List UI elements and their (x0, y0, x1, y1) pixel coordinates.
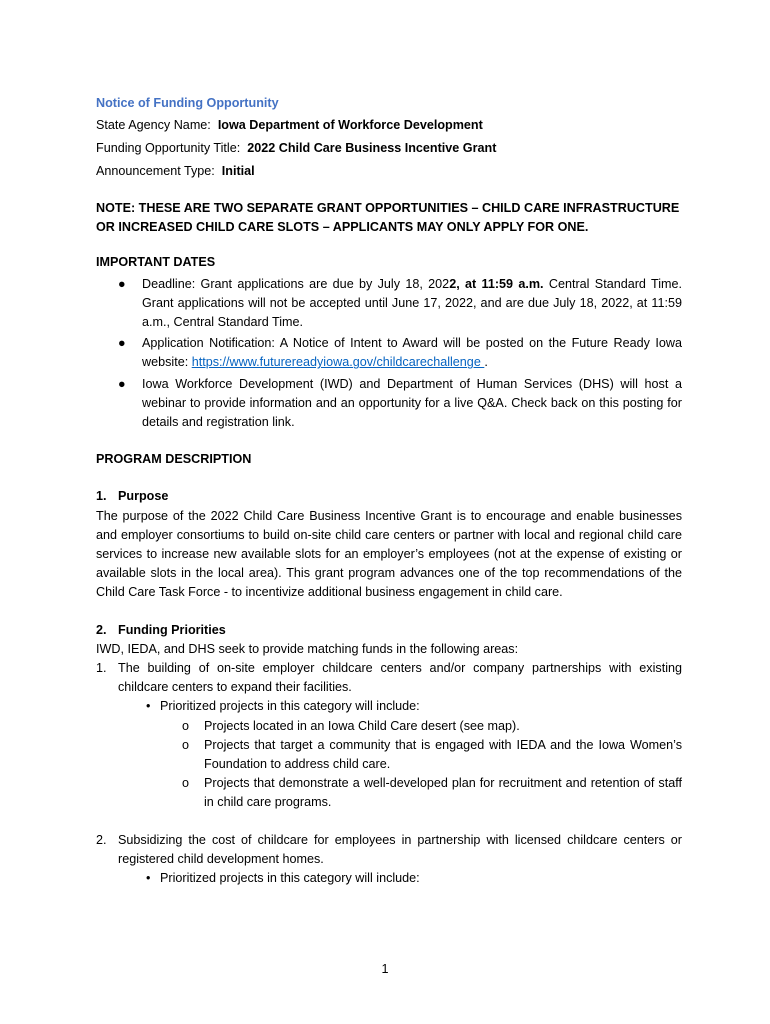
bullet-icon: • (146, 699, 151, 714)
purpose-paragraph: The purpose of the 2022 Child Care Business Incentive Grant is to encourage and enable businesses and employer consortiums to build on-site child care centers or partner with local and regional child care services to increase new available slots for an employer’s employees (not at the expense of existing or available slots in the local area). This grant program advances one of the top recommendations of the Child Care Task Force - to incentivize additional business engagement in child care. (96, 508, 682, 600)
priority-item-2-sub (96, 869, 682, 888)
priority-point-3 (96, 774, 682, 812)
purpose-heading-text: Purpose (118, 489, 169, 504)
deadline-text-b: 2, at 11:59 a.m. (449, 276, 544, 291)
priority-item-2 (96, 831, 682, 869)
deadline-text-c: Central Standard Time. Grant applications will not be accepted until June 17, 2022, and are due July 18, 2022, at 11:59 a.m., Central Standard Time. (142, 276, 683, 330)
important-dates-heading: IMPORTANT DATES (96, 255, 216, 270)
bullet-icon: ● (118, 376, 126, 391)
announcement-value: Initial (221, 163, 255, 178)
funding-title-line (96, 139, 682, 158)
deadline-item (118, 275, 683, 333)
important-dates-list (96, 275, 682, 433)
notification-period: . (484, 355, 488, 370)
priority-item-1-number: 1. (96, 661, 107, 676)
priorities-intro: IWD, IEDA, and DHS seek to provide matching funds in the following areas: (96, 641, 519, 656)
webinar-text: Iowa Workforce Development (IWD) and Department of Human Services (DHS) will host a webinar to provide information and an opportunity for a live Q&A. Check back on this posting for details and registration link. (142, 376, 682, 430)
notification-item (118, 334, 682, 372)
priority-item-2-sub-text: Prioritized projects in this category will include: (160, 871, 420, 886)
agency-label: State Agency Name: (96, 118, 211, 133)
priority-item-1-sub-text: Prioritized projects in this category will include: (160, 699, 420, 714)
funding-value: 2022 Child Care Business Incentive Grant (247, 141, 497, 155)
bullet-icon: ● (118, 276, 126, 291)
circle-bullet-icon: o (182, 737, 190, 752)
priority-item-2-number: 2. (96, 832, 107, 847)
circle-bullet-icon: o (182, 776, 190, 791)
priority-point-3-text: Projects that demonstrate a well-developed plan for recruitment and retention of staff in child care programs. (204, 776, 682, 810)
priorities-number: 2. (96, 622, 107, 637)
webinar-item (118, 375, 682, 433)
page-number: 1 (381, 962, 389, 976)
priority-item-1-sub (96, 697, 682, 716)
funding-label: Funding Opportunity Title: (96, 141, 241, 155)
page-content (96, 94, 682, 888)
future-ready-iowa-link[interactable]: https://www.futurereadyiowa.gov/childcarechallenge (191, 355, 485, 370)
purpose-heading (96, 487, 682, 506)
agency-line (96, 116, 682, 135)
announcement-line (96, 162, 682, 181)
spacer (96, 813, 682, 831)
notification-text: Application Notification: A Notice of Intent to Award will be posted on the Future Ready Iowa website: (142, 336, 682, 370)
priority-point-2-text: Projects that target a community that is engaged with IEDA and the Iowa Women’s Foundation to address child care. (204, 737, 682, 772)
priority-item-1 (96, 659, 682, 697)
priority-item-2-text: Subsidizing the cost of childcare for employees in partnership with licensed childcare centers or registered child development homes. (118, 832, 682, 866)
funding-priorities-heading (96, 621, 682, 640)
bullet-icon: ● (118, 336, 126, 351)
separate-grants-note: NOTE: THESE ARE TWO SEPARATE GRANT OPPORTUNITIES – CHILD CARE INFRASTRUCTURE OR INCREASED CHILD CARE SLOTS – APPLICANTS MAY ONLY APPLY FOR ONE. (96, 201, 680, 235)
priority-item-1-text: The building of on-site employer childcare centers and/or company partnerships with existing childcare centers to expand their facilities. (118, 661, 682, 695)
program-description-heading: PROGRAM DESCRIPTION (96, 452, 252, 467)
priority-point-1-text: Projects located in an Iowa Child Care desert (see map). (204, 718, 520, 733)
circle-bullet-icon: o (182, 718, 190, 733)
priority-point-2 (96, 736, 682, 774)
purpose-number: 1. (96, 489, 107, 504)
priority-point-1 (96, 717, 682, 736)
announcement-label: Announcement Type: (96, 163, 215, 178)
agency-value: Iowa Department of Workforce Development (217, 118, 483, 133)
priorities-heading-text: Funding Priorities (118, 622, 226, 637)
deadline-text-a: Deadline: Grant applications are due by July 18, 202 (142, 276, 450, 291)
bullet-icon: • (146, 871, 151, 886)
notice-title: Notice of Funding Opportunity (96, 96, 279, 110)
